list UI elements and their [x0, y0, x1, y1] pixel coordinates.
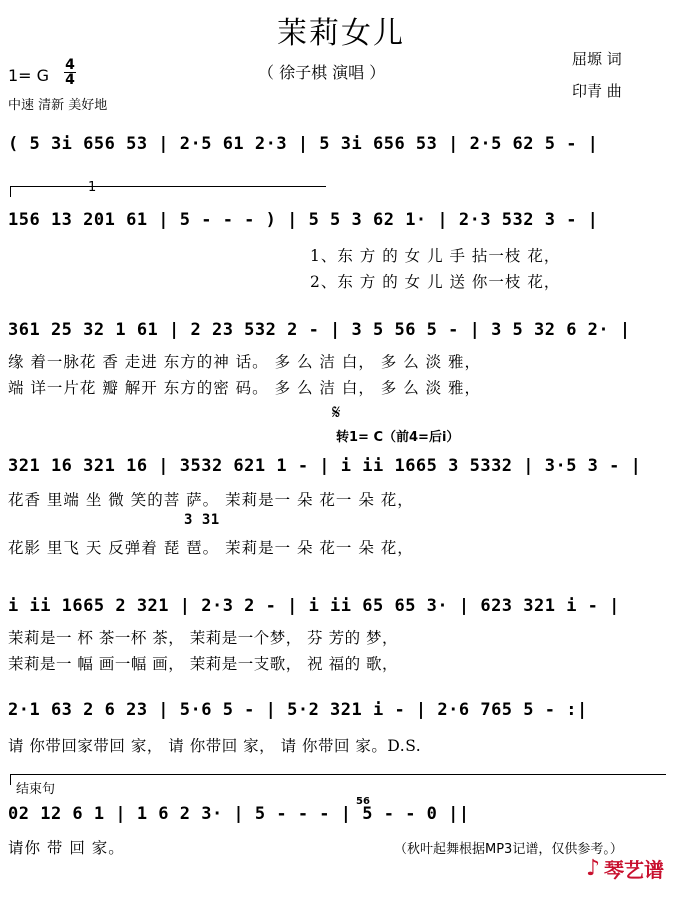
volta-number: 1: [88, 180, 97, 195]
score-line-5: i ii 1665 2 321 | 2·3 2 - | i ii 65 65 3· | 623 321 i - |: [8, 596, 620, 616]
lyric-line-4b: 花影 里飞 天 反弹着 琵 琶。 茉莉是一 朵 花一 朵 花，: [8, 539, 414, 557]
key-signature: 1= G: [8, 66, 50, 85]
lyric-line-5a: 茉莉是一 杯 茶一杯 茶， 茉莉是一个梦， 芬 芳的 梦，: [8, 629, 398, 647]
song-title: 茉莉女儿: [277, 16, 405, 51]
lyric-line-7: 请你 带 回 家。: [8, 839, 125, 857]
lyricist-credit: 屈塬 词: [572, 50, 622, 68]
lyric-line-3b: 端 详一片花 瓣 解开 东方的密 码。 多 么 洁 白， 多 么 淡 雅，: [8, 379, 482, 397]
segno-icon: 𝄋: [332, 400, 341, 424]
score-line-7: 02 12 6 1 | 1 6 2 3· | 5 - - - | 5 - - 0 ||: [8, 804, 470, 824]
lyric-line-2b: 2、东 方 的 女 儿 送 你一枝 花，: [310, 273, 561, 291]
time-signature-top: 4: [65, 57, 75, 73]
alt-notes: 3 31: [184, 512, 220, 528]
logo-icon: ♪: [585, 856, 600, 881]
grace-notes: 56: [356, 796, 370, 807]
composer-credit: 印青 曲: [572, 82, 622, 100]
score-line-4: 321 16 321 16 | 3532 621 1 - | i ii 1665 3 5332 | 3·5 3 - |: [8, 456, 642, 476]
score-line-3: 361 25 32 1 61 | 2 23 532 2 - | 3 5 56 5 - | 3 5 32 6 2· |: [8, 320, 631, 340]
lyric-line-6: 请 你带回家带回 家， 请 你带回 家， 请 你带回 家。D.S.: [8, 737, 422, 755]
score-line-1: ( 5 3i 656 53 | 2·5 61 2·3 | 5 3i 656 53 | 2·5 62 5 - |: [8, 134, 599, 154]
volta-bracket: [10, 186, 326, 197]
lyric-line-2a: 1、东 方 的 女 儿 手 拈一枝 花，: [310, 247, 561, 265]
score-line-2: 156 13 201 61 | 5 - - - ) | 5 5 3 62 1· | 2·3 532 3 - |: [8, 210, 599, 230]
score-line-6: 2·1 63 2 6 23 | 5·6 5 - | 5·2 321 i - | 2·6 765 5 - :|: [8, 700, 588, 720]
ending-label: 结束句: [16, 782, 56, 797]
watermark-logo: [586, 854, 664, 883]
lyric-line-5b: 茉莉是一 幅 画一幅 画， 茉莉是一支歌， 祝 福的 歌，: [8, 655, 398, 673]
lyric-line-3a: 缘 着一脉花 香 走进 东方的神 话。 多 么 洁 白， 多 么 淡 雅，: [8, 353, 482, 371]
time-signature-bottom: 4: [65, 72, 75, 88]
transcription-note: （秋叶起舞根据MP3记谱，仅供参考。）: [394, 842, 623, 857]
time-signature: [64, 58, 76, 87]
watermark-text: 琴艺谱: [604, 858, 664, 882]
tempo-marking: 中速 清新 美好地: [8, 98, 108, 113]
lyric-line-4a: 花香 里端 坐 微 笑的菩 萨。 茉莉是一 朵 花一 朵 花，: [8, 491, 414, 509]
modulation-marking: 转1= C（前4=后i）: [336, 430, 460, 445]
ending-bracket: [10, 774, 666, 785]
singer-credit: （ 徐子棋 演唱 ）: [258, 63, 386, 82]
